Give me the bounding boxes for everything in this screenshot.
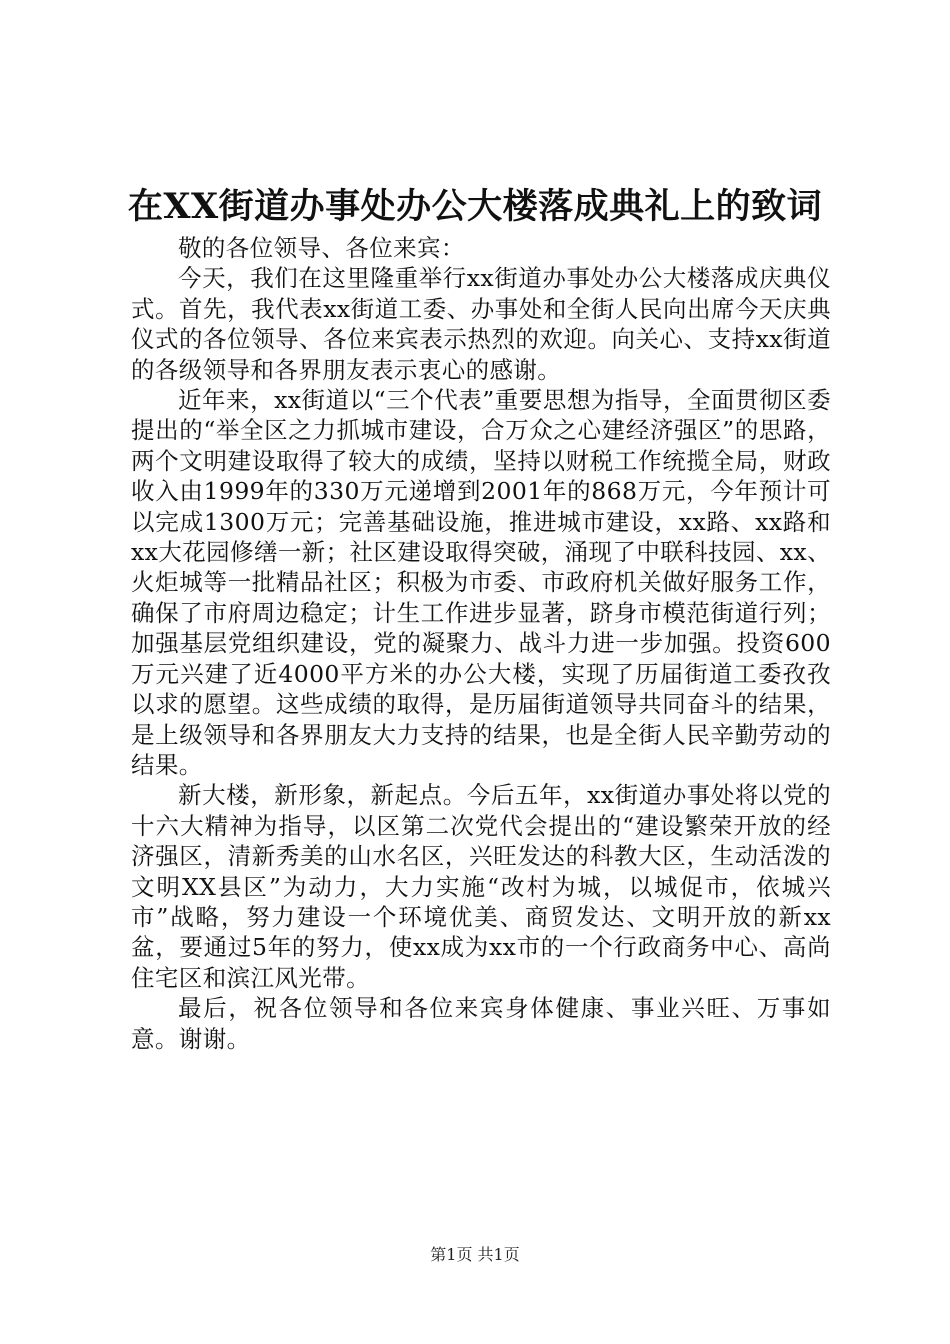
body-paragraph-achievements: 近年来，xx街道以“三个代表”重要思想为指导，全面贯彻区委提出的“举全区之力抓城市建设，合万众之心建经济强区”的思路，两个文明建设取得了较大的成绩，坚持以财税工作统揽全局，财政收入由1999年的330万元递增到2001年的868万元，今年预计可以完成1300万元；完善基础设施，推进城市建设，xx路、xx路和xx大花园修缮一新；社区建设取得突破，涌现了中联科技园、xx、火炬城等一批精品社区；积极为市委、市政府机关做好服务工作，确保了市府周边稳定；计生工作进步显著，跻身市模范街道行列；加强基层党组织建设，党的凝聚力、战斗力进一步加强。投资600万元兴建了近4000平方米的办公大楼，实现了历届街道工委孜孜以求的愿望。这些成绩的取得，是历届街道领导共同奋斗的结果，是上级领导和各界朋友大力支持的结果，也是全街人民辛勤劳动的结果。 — [131, 386, 831, 779]
document-title: 在XX街道办事处办公大楼落成典礼上的致词 — [127, 186, 823, 227]
body-paragraph-future-plans: 新大楼，新形象，新起点。今后五年，xx街道办事处将以党的十六大精神为指导，以区第二次党代会提出的“建设繁荣开放的经济强区，清新秀美的山水名区，兴旺发达的科教大区，生动活泼的文明XX县区”为动力，大力实施“改村为城，以城促市，依城兴市”战略，努力建设一个环境优美、商贸发达、文明开放的新xx盆，要通过5年的努力，使xx成为xx市的一个行政商务中心、高尚住宅区和滨江风光带。 — [131, 781, 831, 992]
closing-paragraph: 最后，祝各位领导和各位来宾身体健康、事业兴旺、万事如意。谢谢。 — [131, 994, 831, 1053]
salutation-paragraph: 敬的各位领导、各位来宾： — [178, 234, 465, 262]
body-paragraph-welcome: 今天，我们在这里隆重举行xx街道办事处办公大楼落成庆典仪式。首先，我代表xx街道工委、办事处和全街人民向出席今天庆典仪式的各位领导、各位来宾表示热烈的欢迎。向关心、支持xx街道的各级领导和各界朋友表示衷心的感谢。 — [131, 264, 831, 384]
document-body — [131, 233, 831, 1054]
page-number-footer: 第1页 共1页 — [430, 1245, 520, 1264]
